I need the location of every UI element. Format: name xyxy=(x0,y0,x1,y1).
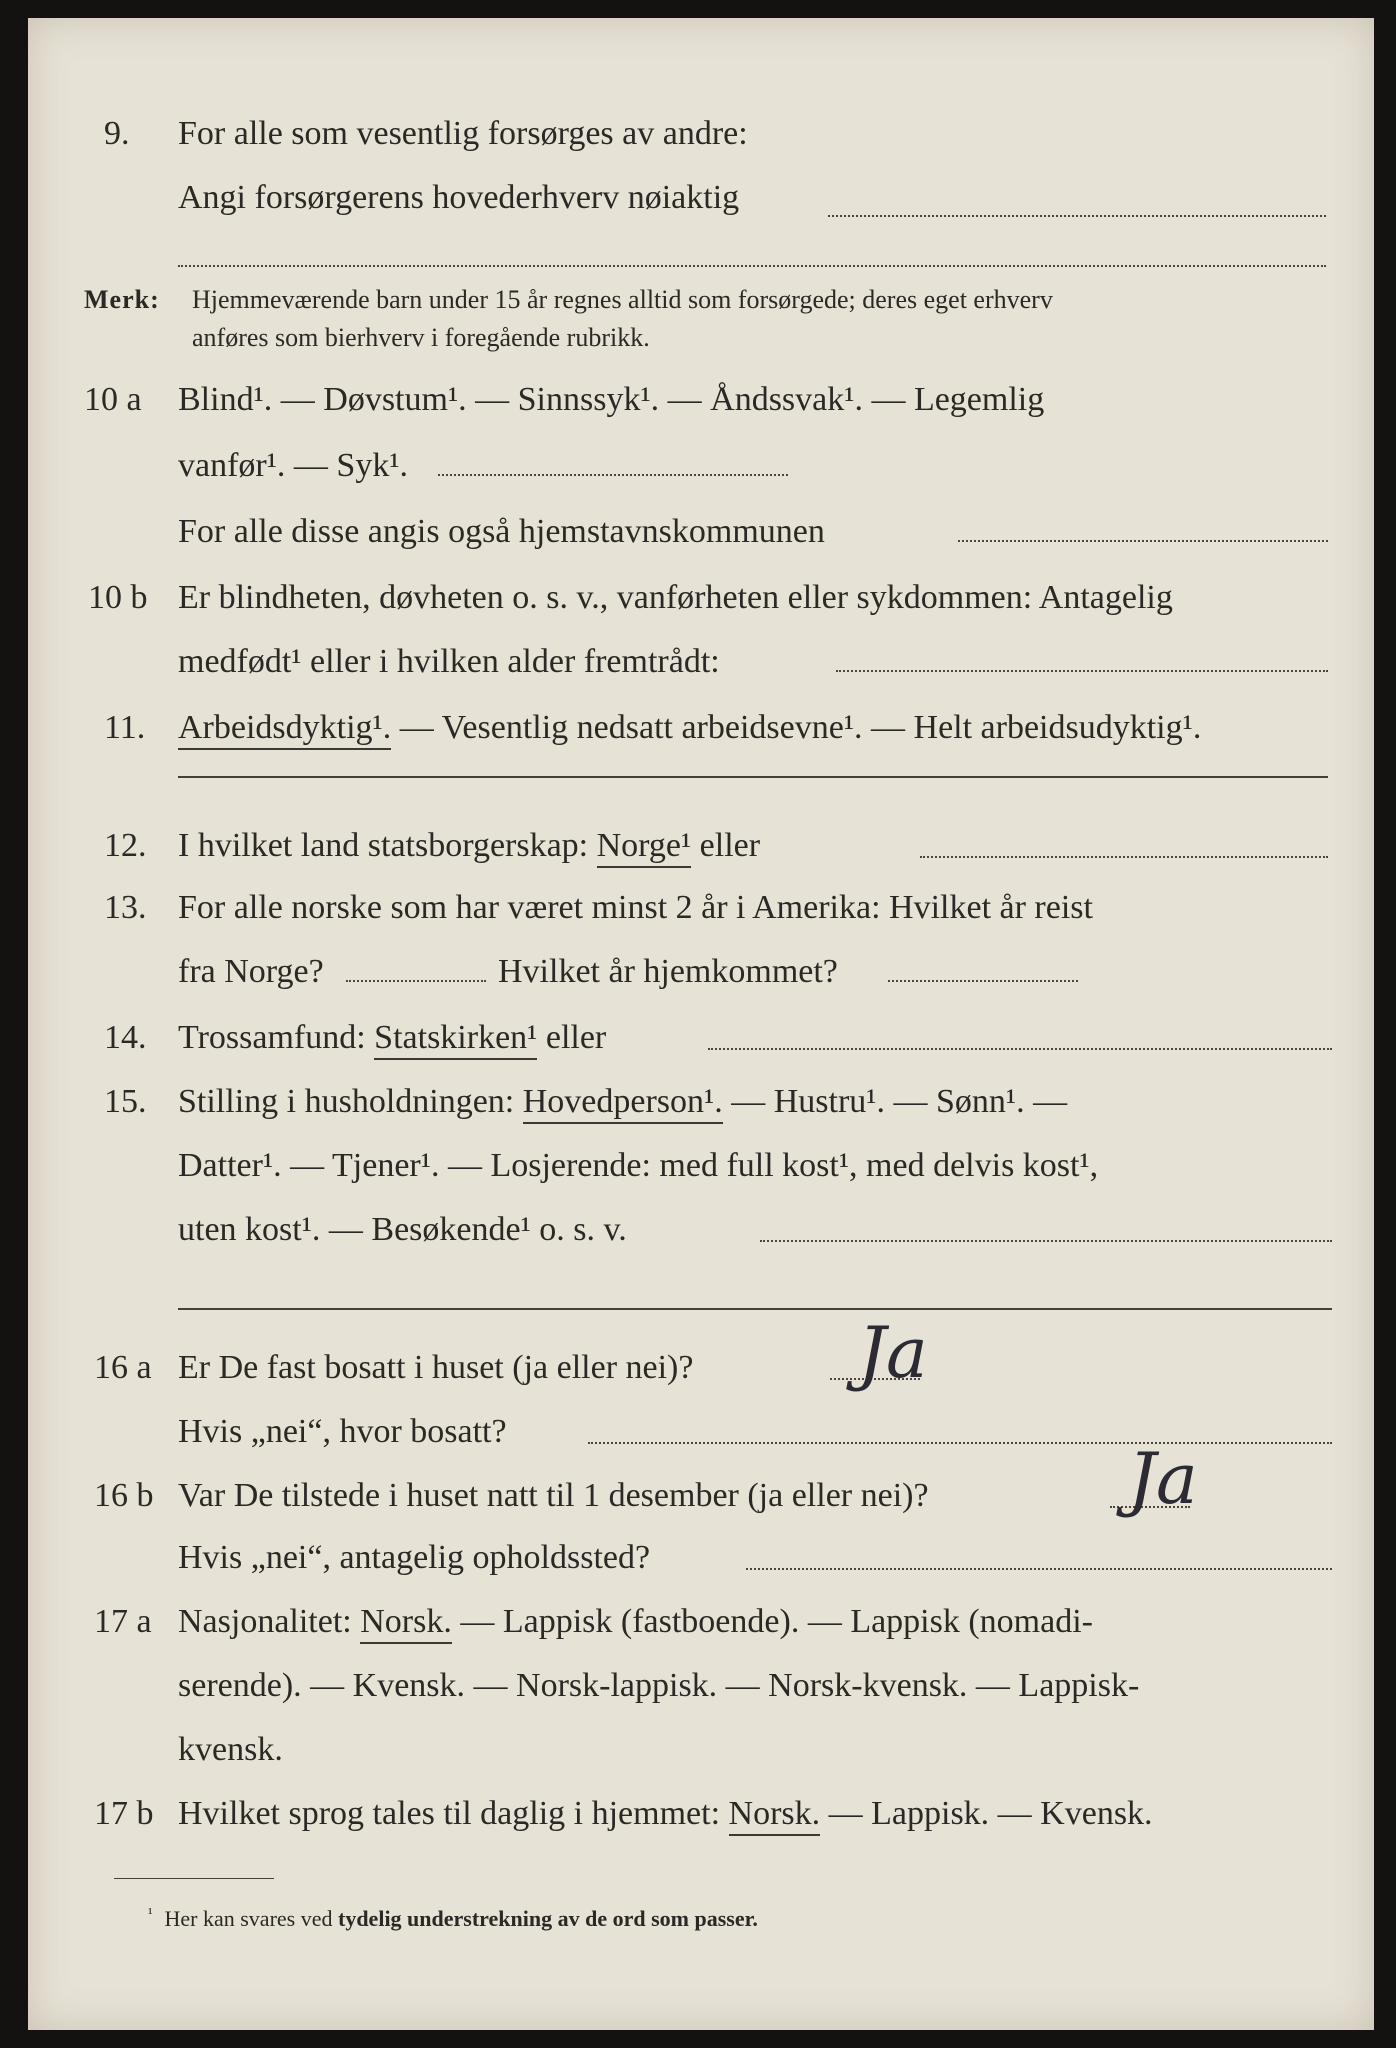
q16b-handwritten-answer: Ja xyxy=(1128,1438,1198,1520)
q17a-line3 xyxy=(28,1720,1374,1780)
q14-eller: eller xyxy=(537,1019,607,1056)
q9-answer-dots[interactable] xyxy=(828,215,1326,217)
merk-text: Hjemmeværende barn under 15 år regnes alltid som forsørgede; deres eget erhverv xyxy=(192,285,1053,314)
q13-reist-prompt: fra Norge? xyxy=(178,953,324,990)
q10a-text-2: vanfør¹. — Syk¹. xyxy=(178,447,409,484)
q11-other-options: — Vesentlig nedsatt arbeidsevne¹. — Helt arbeidsudyktig¹. xyxy=(391,709,1202,746)
q11-selected-option[interactable]: Arbeidsdyktig¹. xyxy=(178,709,391,750)
q12-answer-dots[interactable] xyxy=(920,856,1328,858)
q17b-options: — Lappisk. — Kvensk. xyxy=(820,1795,1153,1832)
q13-line1 xyxy=(28,878,1374,938)
q9-text: For alle som vesentlig forsørges av andre: xyxy=(178,115,748,152)
q11-text xyxy=(178,698,1201,758)
q9-prompt: Angi forsørgerens hovederhverv nøiaktig xyxy=(178,179,740,216)
q10a-number: 10 a xyxy=(84,381,142,418)
q10a-text-3: For alle disse angis også hjemstavnskommunen xyxy=(178,513,825,550)
q13-hjem-prompt: Hvilket år hjemkommet? xyxy=(498,953,838,990)
q14-number: 14. xyxy=(104,1019,147,1056)
q16a-line1 xyxy=(28,1338,1374,1398)
q14-text xyxy=(178,1008,606,1068)
merk-label: Merk: xyxy=(84,285,160,314)
q15-number: 15. xyxy=(104,1083,147,1120)
q15-text-3: uten kost¹. — Besøkende¹ o. s. v. xyxy=(178,1211,627,1248)
q10a-line2 xyxy=(28,436,1374,496)
q14-answer-dots[interactable] xyxy=(708,1048,1332,1050)
q9-extra-dots[interactable] xyxy=(178,265,1326,267)
q12-line xyxy=(28,816,1374,876)
q9-number: 9. xyxy=(104,115,130,152)
q9-line2 xyxy=(28,168,1374,228)
q15-text xyxy=(178,1072,1067,1132)
q15-prompt: Stilling i husholdningen: xyxy=(178,1083,523,1120)
q17b-number: 17 b xyxy=(94,1795,154,1832)
q17a-selected-option[interactable]: Norsk. xyxy=(360,1603,452,1644)
q13-number: 13. xyxy=(104,889,147,926)
footnote-bold-text: tydelig understrekning av de ord som passer. xyxy=(338,1906,758,1931)
q12-text xyxy=(178,816,760,876)
q17b-text xyxy=(178,1784,1153,1844)
q17a-line2 xyxy=(28,1656,1374,1716)
q16a-number: 16 a xyxy=(94,1349,152,1386)
q16a-text: Er De fast bosatt i huset (ja eller nei)? xyxy=(178,1349,694,1386)
q17a-text xyxy=(178,1592,1093,1652)
q14-line xyxy=(28,1008,1374,1068)
q14-prompt: Trossamfund: xyxy=(178,1019,375,1056)
q11-answer-line[interactable] xyxy=(178,776,1328,778)
q16a-handwritten-answer: Ja xyxy=(858,1312,928,1394)
q10a-line1 xyxy=(28,370,1374,430)
q9-line1 xyxy=(28,104,1374,164)
q16a-text-2: Hvis „nei“, hvor bosatt? xyxy=(178,1413,507,1450)
q10a-text: Blind¹. — Døvstum¹. — Sinnssyk¹. — Åndssvak¹. — Legemlig xyxy=(178,381,1045,418)
q12-number: 12. xyxy=(104,827,147,864)
q15-answer-dots[interactable] xyxy=(760,1240,1332,1242)
q10a-kommune-dots[interactable] xyxy=(958,540,1328,542)
q17b-prompt: Hvilket sprog tales til daglig i hjemmet: xyxy=(178,1795,729,1832)
q17a-prompt: Nasjonalitet: xyxy=(178,1603,361,1640)
q12-eller: eller xyxy=(691,827,761,864)
q15-line3 xyxy=(28,1200,1374,1260)
q15-options: — Hustru¹. — Sønn¹. — xyxy=(722,1083,1068,1120)
q13-reist-dots[interactable] xyxy=(346,980,486,982)
q17b-line xyxy=(28,1784,1374,1844)
q10b-text-2: medfødt¹ eller i hvilken alder fremtrådt: xyxy=(178,643,720,680)
q10a-syk-dots[interactable] xyxy=(438,474,788,476)
q12-prompt: I hvilket land statsborgerskap: xyxy=(178,827,597,864)
q10b-text: Er blindheten, døvheten o. s. v., vanførheten eller sykdommen: Antagelig xyxy=(178,579,1173,616)
q10a-line3 xyxy=(28,502,1374,562)
q15-line2 xyxy=(28,1136,1374,1196)
q16b-line2 xyxy=(28,1528,1374,1588)
q16b-number: 16 b xyxy=(94,1477,154,1514)
census-form-page xyxy=(28,18,1374,2030)
footnote-text: Her kan svares ved xyxy=(164,1906,338,1931)
q15-text-2: Datter¹. — Tjener¹. — Losjerende: med full kost¹, med delvis kost¹, xyxy=(178,1147,1099,1184)
q13-text: For alle norske som har været minst 2 år i Amerika: Hvilket år reist xyxy=(178,889,1093,926)
q15-line1 xyxy=(28,1072,1374,1132)
q10b-line2 xyxy=(28,632,1374,692)
q11-number: 11. xyxy=(104,709,146,746)
merk-text-2: anføres som bierhverv i foregående rubrikk. xyxy=(192,323,650,352)
q14-selected-option[interactable]: Statskirken¹ xyxy=(374,1019,537,1060)
q10b-line1 xyxy=(28,568,1374,628)
q16b-text-2: Hvis „nei“, antagelig opholdssted? xyxy=(178,1539,651,1576)
q16a-bosatt-dots[interactable] xyxy=(588,1442,1332,1444)
q17a-options: — Lappisk (fastboende). — Lappisk (nomadi- xyxy=(451,1603,1093,1640)
q13-hjem-dots[interactable] xyxy=(888,980,1078,982)
q16b-opphold-dots[interactable] xyxy=(746,1568,1332,1570)
footnote xyxy=(148,1906,758,1932)
q13-line2 xyxy=(28,942,1374,1002)
q17a-text-2: serende). — Kvensk. — Norsk-lappisk. — Norsk-kvensk. — Lappisk- xyxy=(178,1667,1140,1704)
q10b-number: 10 b xyxy=(88,579,148,616)
footnote-separator xyxy=(114,1878,274,1879)
footnote-mark: ¹ xyxy=(148,1906,153,1922)
q17a-text-3: kvensk. xyxy=(178,1731,283,1768)
q15-answer-line[interactable] xyxy=(178,1308,1332,1310)
q11-line xyxy=(28,698,1374,758)
q17b-selected-option[interactable]: Norsk. xyxy=(729,1795,821,1836)
q17a-number: 17 a xyxy=(94,1603,152,1640)
q16b-text: Var De tilstede i huset natt til 1 desember (ja eller nei)? xyxy=(178,1477,929,1514)
q12-selected-option[interactable]: Norge¹ xyxy=(597,827,692,868)
q10b-answer-dots[interactable] xyxy=(836,670,1328,672)
q15-selected-option[interactable]: Hovedperson¹. xyxy=(523,1083,723,1124)
q17a-line1 xyxy=(28,1592,1374,1652)
